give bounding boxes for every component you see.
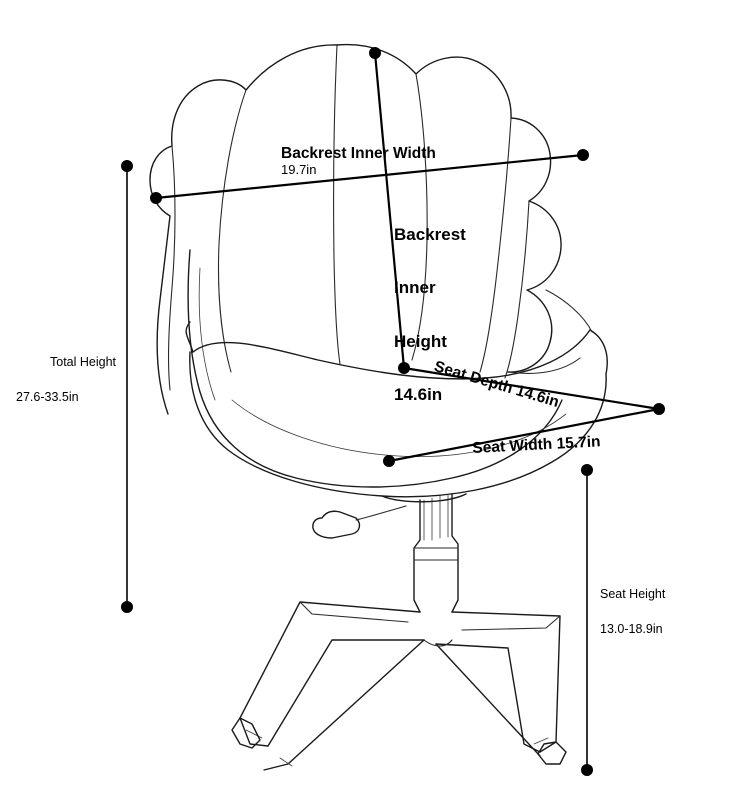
label-backrest-inner-height-line3: Height <box>394 331 447 351</box>
value-backrest-inner-width: 19.7in <box>281 162 317 177</box>
dim-seat-height <box>581 464 593 776</box>
label-backrest-inner-height-line1: Backrest <box>394 224 466 244</box>
label-seat-depth: Seat Depth 14.6in <box>432 358 561 412</box>
label-seat-height: Seat Height <box>600 587 666 601</box>
dim-total-height <box>121 160 133 613</box>
label-total-height: Total Height <box>50 355 117 369</box>
label-backrest-inner-height <box>394 190 466 440</box>
label-backrest-inner-width: Backrest Inner Width <box>281 145 436 162</box>
value-seat-height: 13.0-18.9in <box>600 622 663 636</box>
value-total-height: 27.6-33.5in <box>16 390 79 404</box>
value-backrest-inner-height: 14.6in <box>394 385 443 405</box>
label-backrest-inner-height-line2: Inner <box>394 278 436 298</box>
label-seat-width: Seat Width 15.7in <box>472 433 601 457</box>
